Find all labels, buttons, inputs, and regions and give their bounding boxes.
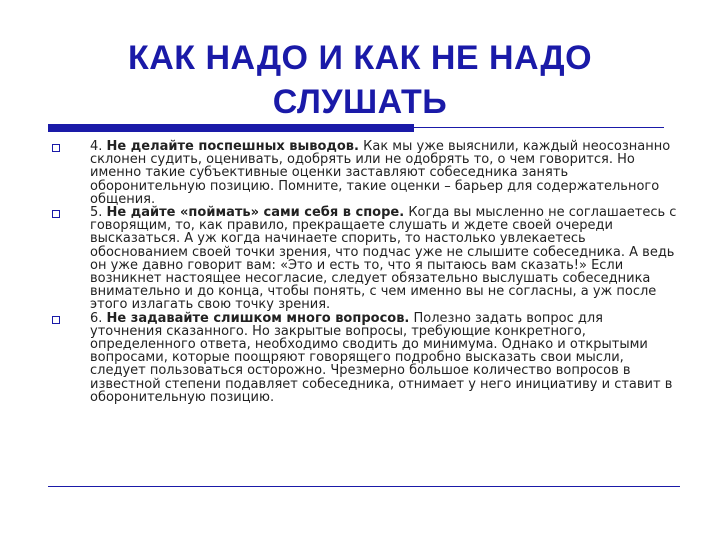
slide-title xyxy=(40,36,680,124)
title-underline xyxy=(48,124,414,132)
slide-body xyxy=(48,140,678,404)
item-number: 4. xyxy=(90,139,103,154)
item-heading: Не делайте поспешных выводов. xyxy=(106,139,359,154)
item-heading: Не дайте «поймать» сами себя в споре. xyxy=(106,205,405,221)
list-item xyxy=(48,206,678,312)
bottom-divider xyxy=(48,486,680,487)
square-bullet-icon xyxy=(52,210,60,218)
item-text: Когда вы мысленно не соглашаетесь с говорящим, то, как правило, прекращаете слушать и ждете своей очереди высказаться. А уж когда начинаете спорить, то настолько увлекаетесь обоснованием своей точки зрения, что подчас уже не слышите собеседника. А ведь он уже давно говорит вам: «Это и есть то, что я пытаюсь вам сказать!» Если возникнет настоящее несогласие, следует обязательно выслушать собеседника внимательно и до конца, чтобы понять, с чем именно вы не согласны, а уж после этого излагать свою точку зрения. xyxy=(90,205,677,313)
title-line-2: СЛУШАТЬ xyxy=(272,83,448,121)
square-bullet-icon xyxy=(52,144,60,152)
title-underline-thin xyxy=(414,127,664,128)
square-bullet-icon xyxy=(52,316,60,324)
item-text: Как мы уже выяснили, каждый неосознанно склонен судить, оценивать, одобрять или не одобрять то, о чем говорится. Но именно такие субъективные оценки заставляют собеседника занять оборонительную позицию. Помните, такие оценки – барьер для содержательного общения. xyxy=(90,139,671,207)
item-number: 5. xyxy=(90,205,103,221)
title-line-1: КАК НАДО И КАК НЕ НАДО xyxy=(127,39,593,77)
list-item xyxy=(48,312,678,404)
item-text: Полезно задать вопрос для уточнения сказанного. Но закрытые вопросы, требующие конкретного, определенного ответа, необходимо сводить до минимума. Однако и открытыми вопросами, которые поощряют говорящего подробно высказать свои мысли, следует пользоваться осторожно. Чрезмерно большое количество вопросов в известной степени подавляет собеседника, отнимает у него инициативу и ставит в оборонительную позицию. xyxy=(90,310,673,405)
list-item xyxy=(48,140,678,206)
item-number: 6. xyxy=(90,310,103,326)
item-heading: Не задавайте слишком много вопросов. xyxy=(106,310,410,326)
